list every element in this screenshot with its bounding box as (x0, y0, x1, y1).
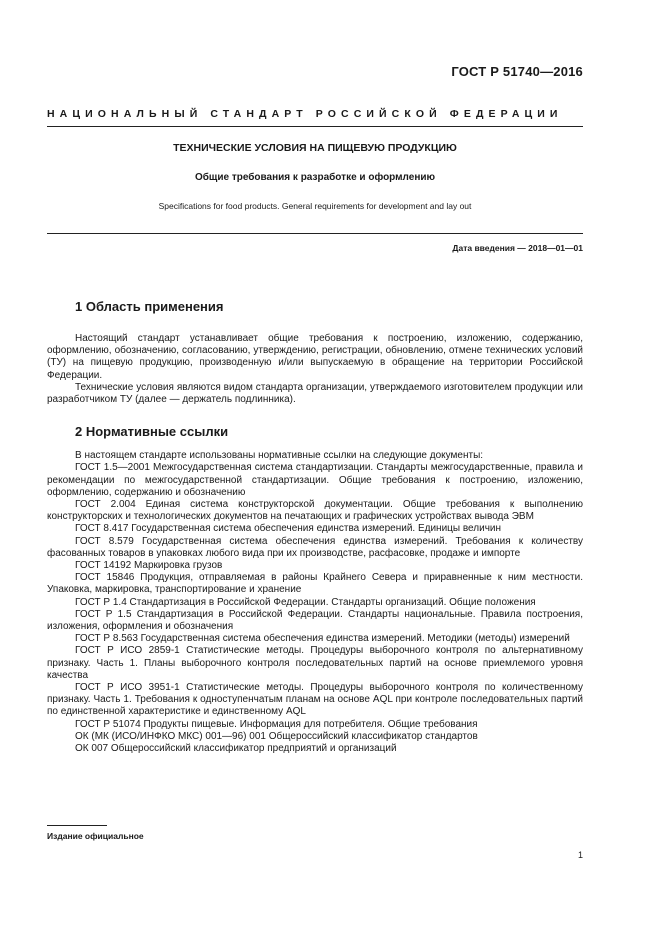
reference-item: ОК (МК (ИСО/ИНФКО МКС) 001—96) 001 Общероссийский классификатор стандартов (75, 730, 478, 742)
reference-item: ГОСТ Р ИСО 2859-1 Статистические методы. Процедуры выборочного контроля по альтернативному признаку. Часть 1. Планы выборочного контроля последовательных партий на основе приемлемого уровня качества (47, 645, 583, 681)
document-title: ТЕХНИЧЕСКИЕ УСЛОВИЯ НА ПИЩЕВУЮ ПРОДУКЦИЮ (173, 142, 457, 154)
reference-item: ГОСТ 14192 Маркировка грузов (75, 560, 223, 572)
introduction-date: Дата введения — 2018—01—01 (452, 243, 583, 253)
page-number: 1 (577, 850, 583, 860)
reference-item: ГОСТ 15846 Продукция, отправляемая в районы Крайнего Севера и приравненные к ним местности. Упаковка, маркировка, транспортирование и хранение (47, 572, 583, 596)
english-title: Specifications for food products. General requirements for development and lay out (158, 201, 472, 211)
reference-item: ГОСТ Р 51074 Продукты пищевые. Информация для потребителя. Общие требования (75, 718, 478, 730)
paragraph: Настоящий стандарт устанавливает общие требования к построению, изложению, содержанию, оформлению, обозначению, согласованию, утверждению, регистрации, обновлению, отмене технических условий (ТУ) на пищевую продукцию, производенную и/или выпускаемую в обращение на территории Российской Федерации. (47, 333, 583, 381)
reference-item: ГОСТ Р 8.563 Государственная система обеспечения единства измерений. Методики (методы) измерений (75, 633, 570, 645)
document-subtitle: Общие требования к разработке и оформлению (194, 172, 436, 183)
official-edition-label: Издание официальное (47, 831, 144, 841)
document-body (47, 299, 583, 755)
reference-item: ГОСТ Р 1.5 Стандартизация в Российской Федерации. Стандарты национальные. Правила построения, изложения, оформления и обозначения (47, 608, 583, 633)
reference-item: ГОСТ Р ИСО 3951-1 Статистические методы. Процедуры выборочного контроля по количественному признаку. Часть 1. Требования к одноступенчатым планам на основе AQL при контроле последовательных партий по единственной характеристике и единственному AQL (47, 682, 583, 718)
reference-item: ГОСТ 8.579 Государственная система обеспечения единства измерений. Требования к количеству фасованных товаров в упаковках любого вида при их производстве, расфасовке, продаже и импорте (47, 535, 583, 559)
paragraph: В настоящем стандарте использованы нормативные ссылки на следующие документы: (75, 450, 484, 462)
reference-item: ГОСТ Р 1.4 Стандартизация в Российской Федерации. Стандарты организаций. Общие положения (75, 596, 536, 608)
reference-item: ГОСТ 2.004 Единая система конструкторской документации. Общие требования к выполнению конструкторских и технологических документов на печатающих и графических устройствах вывода ЭВМ (47, 499, 583, 523)
section-1-heading: 1 Область применения (75, 299, 224, 314)
paragraph: Технические условия являются видом стандарта организации, утверждаемого изготовителем продукции или разработчиком ТУ (далее — держатель подлинника). (47, 381, 583, 406)
title-rule (47, 233, 583, 234)
reference-item: ГОСТ 8.417 Государственная система обеспечения единства измерений. Единицы величин (75, 523, 502, 535)
reference-item: ОК 007 Общероссийский классификатор предприятий и организаций (75, 743, 397, 755)
footer-rule (47, 825, 107, 826)
national-standard-banner: НАЦИОНАЛЬНЫЙ СТАНДАРТ РОССИЙСКОЙ ФЕДЕРАЦИИ (47, 108, 563, 120)
reference-item: ГОСТ 1.5—2001 Межгосударственная система стандартизации. Стандарты межгосударственные, правила и рекомендации по межгосударственной стандартизации. Общие требования к построению, изложению, оформлению, содержанию и обозначению (47, 462, 583, 498)
section-2-heading: 2 Нормативные ссылки (75, 424, 229, 440)
document-number: ГОСТ Р 51740—2016 (451, 64, 583, 79)
header-rule (47, 126, 583, 127)
